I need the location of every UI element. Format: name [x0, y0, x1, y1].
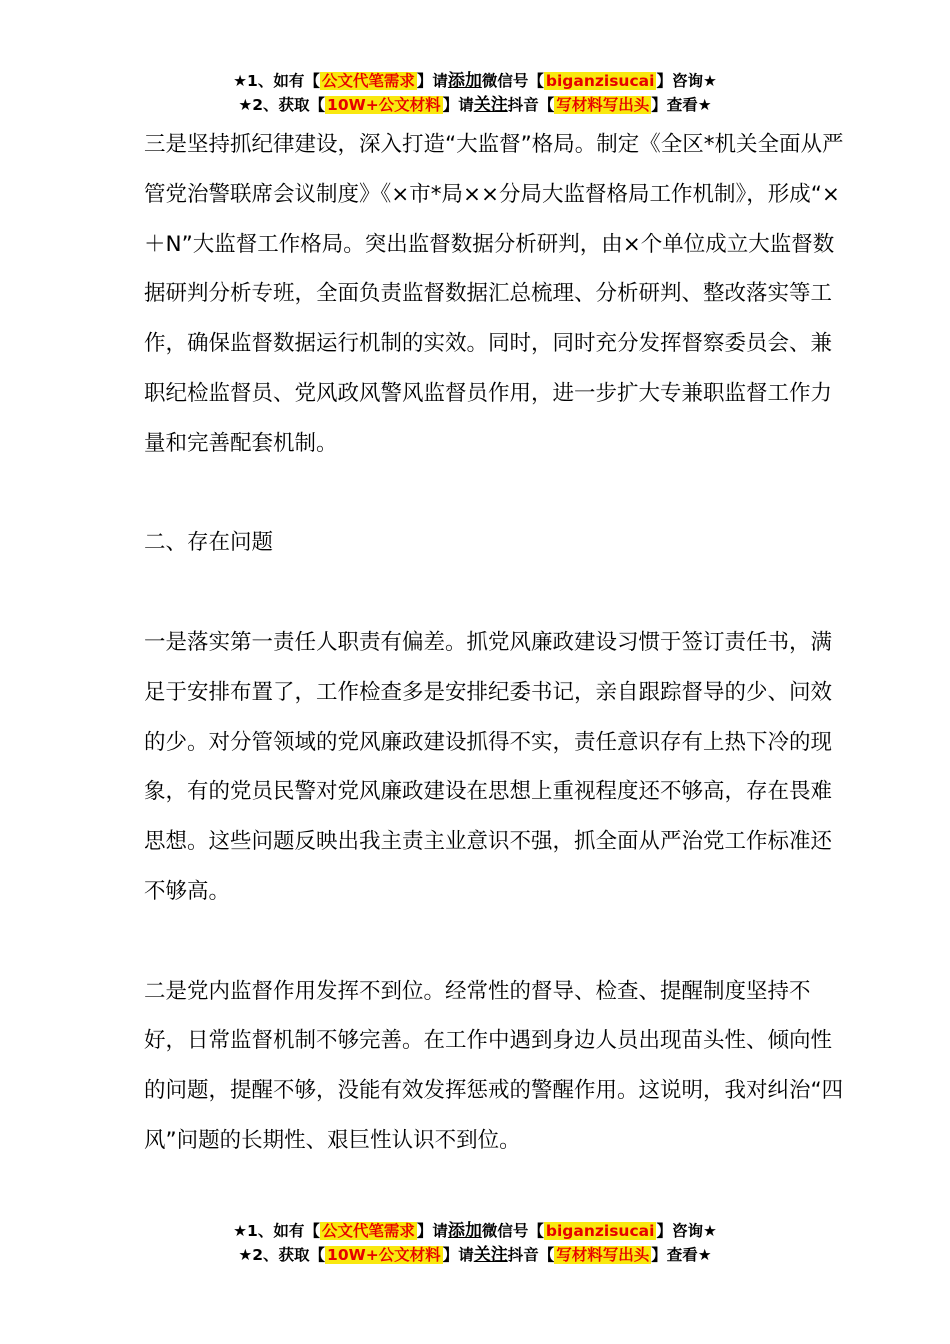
underlined-text: 添加 — [447, 71, 482, 91]
banner-text: ★1、如有【 — [233, 1222, 320, 1240]
banner-text: 】请 — [416, 72, 448, 90]
banner-text: ★2、获取【 — [238, 1246, 326, 1264]
highlight-text: 公文代笔需求 — [321, 72, 415, 90]
paragraph-gap — [144, 917, 844, 967]
highlight-text: 10W+公文材料 — [327, 1246, 441, 1264]
highlight-text: 写材料写出头 — [556, 1246, 650, 1264]
banner-line-2 — [0, 1243, 950, 1267]
banner-line-1 — [0, 1219, 950, 1243]
banner-line-2 — [0, 93, 950, 117]
banner-text: ★1、如有【 — [233, 72, 320, 90]
banner-text: 】咨询★ — [656, 1222, 717, 1240]
paragraph: 二是党内监督作用发挥不到位。经常性的督导、检查、提醒制度坚持不好，日常监督机制不够完善。在工作中遇到身边人员出现苗头性、倾向性的问题，提醒不够，没能有效发挥惩戒的警醒作用。这说明，我对纠治“四风”问题的长期性、艰巨性认识不到位。 — [144, 978, 844, 1153]
highlight-text: 写材料写出头 — [556, 96, 650, 114]
banner-text: 】查看★ — [651, 1246, 712, 1264]
highlight-text: biganzisucai — [545, 72, 655, 90]
underlined-text: 关注 — [473, 95, 508, 115]
banner-line-1 — [0, 69, 950, 93]
document-body — [144, 120, 844, 1166]
banner-text: 】咨询★ — [656, 72, 717, 90]
highlight-text: biganzisucai — [545, 1222, 655, 1240]
section-heading: 二、存在问题 — [144, 530, 274, 556]
paragraph-gap — [144, 568, 844, 618]
banner-text: 】请 — [442, 96, 474, 114]
paragraph: 三是坚持抓纪律建设，深入打造“大监督”格局。制定《全区*机关全面从严管党治警联席会议制度》《×市*局××分局大监督格局工作机制》，形成“×＋N”大监督工作格局。突出监督数据分析研判，由×个单位成立大监督数据研判分析专班，全面负责监督数据汇总梳理、分析研判、整改落实等工作，确保监督数据运行机制的实效。同时，同时充分发挥督察委员会、兼职纪检监督员、党风政风警风监督员作用，进一步扩大专兼职监督工作力量和完善配套机制。 — [144, 132, 844, 456]
highlight-text: 10W+公文材料 — [327, 96, 441, 114]
banner-text: 】请 — [442, 1246, 474, 1264]
underlined-text: 添加 — [447, 1221, 482, 1241]
banner-text: 微信号【 — [481, 72, 544, 90]
banner-text: 】请 — [416, 1222, 448, 1240]
banner-text: ★2、获取【 — [238, 96, 326, 114]
highlight-text: 公文代笔需求 — [321, 1222, 415, 1240]
underlined-text: 关注 — [473, 1245, 508, 1265]
paragraph: 一是落实第一责任人职责有偏差。抓党风廉政建设习惯于签订责任书，满足于安排布置了，工作检查多是安排纪委书记，亲自跟踪督导的少、问效的少。对分管领域的党风廉政建设抓得不实，责任意识存有上热下冷的现象，有的党员民警对党风廉政建设在思想上重视程度还不够高，存在畏难思想。这些问题反映出我主责主业意识不强，抓全面从严治党工作标准还不够高。 — [144, 629, 833, 904]
header-banner-bottom — [0, 1219, 950, 1267]
header-banner-top — [0, 69, 950, 117]
banner-text: 抖音【 — [507, 1246, 555, 1264]
banner-text: 抖音【 — [507, 96, 555, 114]
banner-text: 】查看★ — [651, 96, 712, 114]
banner-text: 微信号【 — [481, 1222, 544, 1240]
paragraph-gap — [144, 469, 844, 519]
